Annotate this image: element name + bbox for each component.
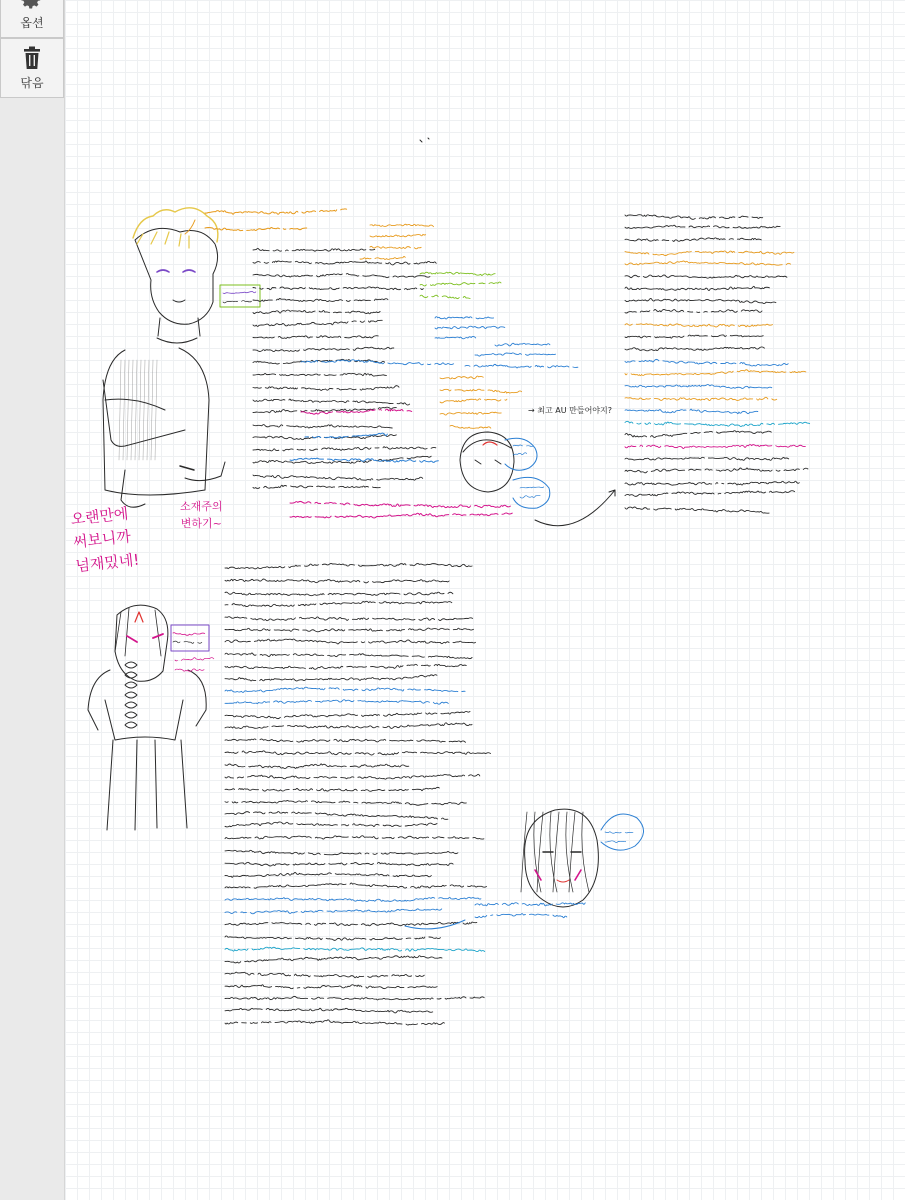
gear-icon — [21, 0, 43, 10]
options-button[interactable] — [0, 0, 64, 38]
pink-side-note: 오랜만에 써보니까 넘재밌네! — [69, 504, 141, 575]
trash-icon — [21, 46, 43, 70]
delete-label: 닦음 — [20, 76, 44, 90]
pink-bubble-note: 소재주의 변하기~ — [180, 500, 223, 531]
tool-sidebar — [0, 0, 65, 1200]
handwriting-strokes — [65, 0, 905, 1200]
options-label: 옵션 — [20, 16, 44, 30]
note-canvas[interactable] — [65, 0, 905, 1200]
delete-button[interactable] — [0, 38, 64, 98]
mid-label-note: → 최고 AU 만들어야지? — [528, 406, 613, 415]
